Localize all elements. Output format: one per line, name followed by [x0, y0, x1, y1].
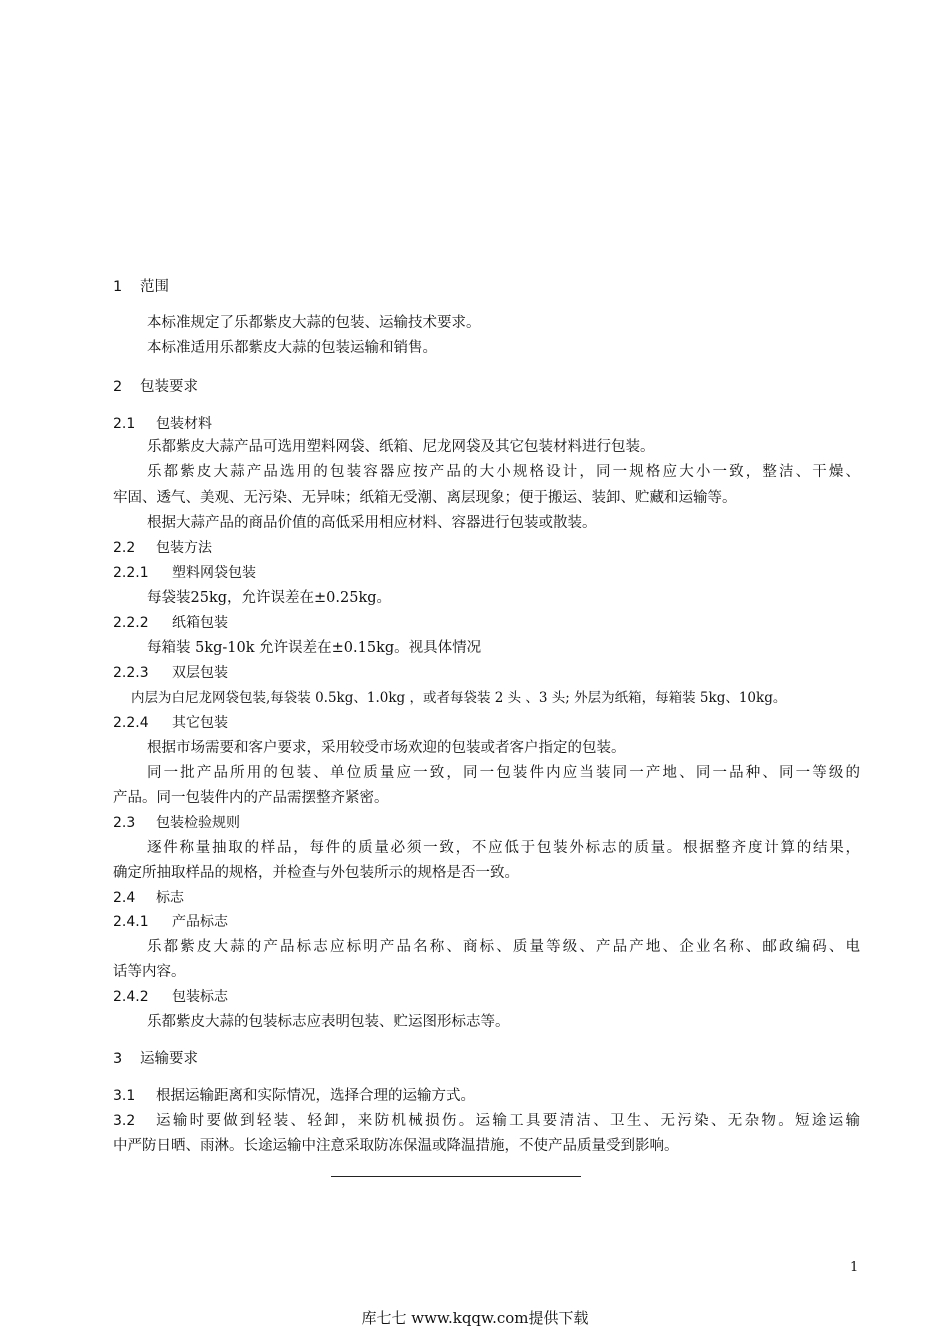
paragraph: 话等内容。	[113, 964, 186, 980]
heading-3: 3 运输要求	[113, 1051, 198, 1067]
heading-2-4-1: 2.4.1 产品标志	[113, 914, 228, 930]
paragraph: 确定所抽取样品的规格，并检查与外包装所示的规格是否一致。	[113, 865, 519, 881]
paragraph: 本标准适用乐都紫皮大蒜的包装运输和销售。	[147, 340, 437, 356]
paragraph: 乐都紫皮大蒜产品可选用塑料网袋、纸箱、尼龙网袋及其它包装材料进行包装。	[147, 439, 655, 455]
clause-3-1: 3.1 根据运输距离和实际情况，选择合理的运输方式。	[113, 1088, 475, 1104]
paragraph: 乐都紫皮大蒜的产品标志应标明产品名称、商标、质量等级、产品产地、企业名称、邮政编码、电	[147, 939, 860, 955]
paragraph: 乐都紫皮大蒜的包装标志应表明包装、贮运图形标志等。	[147, 1014, 510, 1030]
heading-2-4: 2.4 标志	[113, 890, 184, 906]
heading-2-4-2: 2.4.2 包装标志	[113, 989, 228, 1005]
heading-2-3: 2.3 包装检验规则	[113, 815, 240, 831]
paragraph: 本标准规定了乐都紫皮大蒜的包装、运输技术要求。	[147, 315, 481, 331]
page-number: 1	[850, 1260, 859, 1275]
footer-watermark: 库七七 www.kqqw.com提供下载	[361, 1309, 589, 1327]
paragraph: 中严防日晒、雨淋。长途运输中注意采取防冻保温或降温措施，不使产品质量受到影响。	[113, 1138, 679, 1154]
paragraph: 根据市场需要和客户要求，采用较受市场欢迎的包装或者客户指定的包装。	[147, 740, 626, 756]
paragraph: 根据大蒜产品的商品价值的高低采用相应材料、容器进行包装或散装。	[147, 515, 597, 531]
paragraph: 乐都紫皮大蒜产品选用的包装容器应按产品的大小规格设计，同一规格应大小一致，整洁、干燥、	[147, 464, 860, 480]
paragraph: 每袋装25kg，允许误差在±0.25kg。	[147, 590, 392, 606]
heading-2-2-3: 2.2.3 双层包装	[113, 665, 228, 681]
end-rule	[331, 1176, 581, 1177]
paragraph: 每箱装 5kg-10k 允许误差在±0.15kg。视具体情况	[147, 640, 482, 656]
paragraph: 同一批产品所用的包装、单位质量应一致，同一包装件内应当装同一产地、同一品种、同一等级的	[147, 765, 860, 781]
heading-1: 1 范围	[113, 279, 169, 295]
paragraph: 内层为白尼龙网袋包装,每袋装 0.5kg、1.0kg ，或者每袋装 2 头 、3 头; 外层为纸箱，每箱装 5kg、10kg。	[131, 690, 787, 706]
paragraph: 逐件称量抽取的样品，每件的质量必须一致，不应低于包装外标志的质量。根据整齐度计算的结果，	[147, 840, 860, 856]
paragraph: 产品。同一包装件内的产品需摆整齐紧密。	[113, 790, 389, 806]
heading-2-2-4: 2.2.4 其它包装	[113, 715, 228, 731]
heading-2-2: 2.2 包装方法	[113, 540, 212, 556]
heading-2: 2 包装要求	[113, 379, 198, 395]
heading-2-2-2: 2.2.2 纸箱包装	[113, 615, 228, 631]
paragraph: 牢固、透气、美观、无污染、无异味；纸箱无受潮、离层现象；便于搬运、装卸、贮藏和运输等。	[113, 490, 737, 506]
heading-2-1: 2.1 包装材料	[113, 416, 212, 432]
heading-2-2-1: 2.2.1 塑料网袋包装	[113, 565, 256, 581]
clause-3-2: 3.2 运输时要做到轻装、轻卸，来防机械损伤。运输工具要清洁、卫生、无污染、无杂物。短途运输	[113, 1113, 860, 1129]
